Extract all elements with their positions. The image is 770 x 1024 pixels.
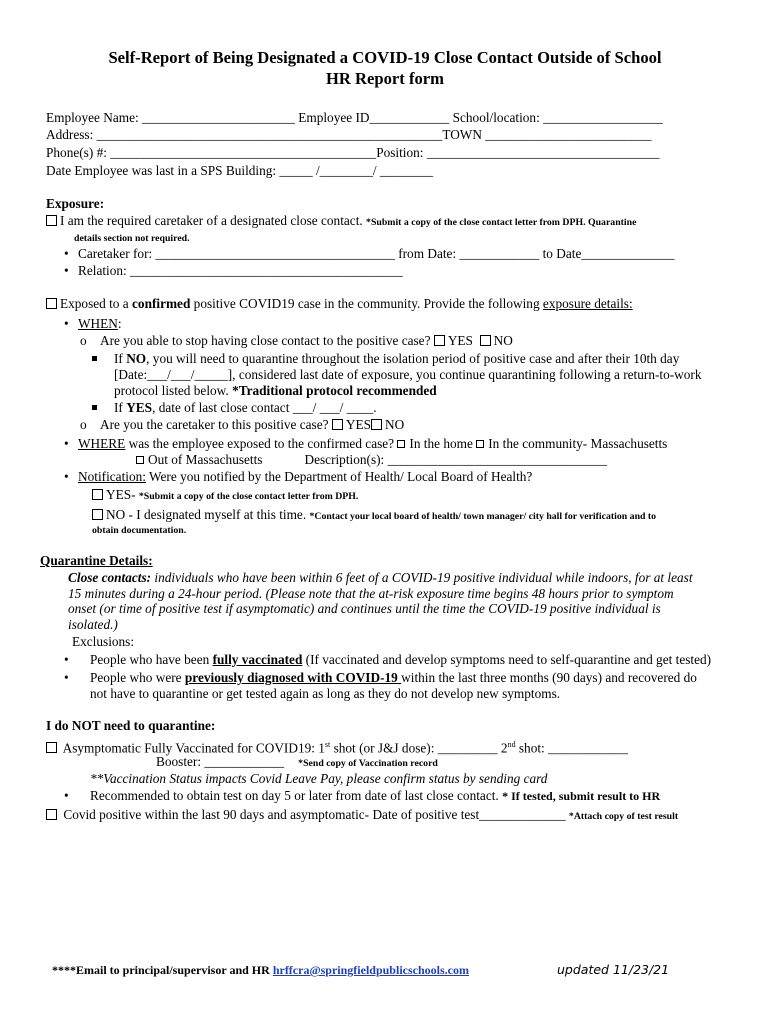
updated-date: updated 11/23/21	[557, 962, 670, 977]
stop-contact-question: o Are you able to stop having close contact to the positive case? YES NO	[80, 333, 513, 348]
last-in-building-line[interactable]: Date Employee was last in a SPS Building: _____ /________/ ________	[46, 163, 434, 178]
circle-bullet-icon: o	[80, 417, 87, 432]
caretaker-option	[46, 213, 636, 231]
booster-line[interactable]: Booster: ____________ *Send copy of Vaccination record	[156, 754, 438, 769]
phone-position-line[interactable]: Phone(s) #: ________________________________________Position: ___________________________________	[46, 145, 660, 160]
caretaker-for-line[interactable]	[64, 246, 674, 262]
caretaker-question: o Are you the caretaker to this positive case? YES NO	[80, 417, 405, 432]
vaccinated-checkbox[interactable]	[46, 742, 57, 753]
vaccination-status-note: **Vaccination Status impacts Covid Leave Pay, please confirm status by sending card	[90, 771, 548, 786]
covid-positive-checkbox[interactable]	[46, 809, 57, 820]
confirmed-exposure-option: Exposed to a confirmed positive COVID19 case in the community. Provide the following exposure details:	[46, 296, 633, 312]
bullet-icon: •	[64, 436, 69, 451]
if-yes-line[interactable]: If YES, date of last close contact ___/ ___/ ____.	[92, 400, 377, 416]
if-no-line3: protocol listed below. *Traditional protocol recommended	[114, 383, 437, 398]
caretaker-for-text: Caretaker for: ____________________________________ from Date: ____________ to Date______________	[78, 246, 675, 261]
close-contacts-line3: onset (or time of positive test if asymptomatic) and continues until the time the COVID-19 positive individual is	[68, 601, 661, 616]
notification-no: NO - I designated myself at this time. *Contact your local board of health/ town manager/ city hall for verification and to	[92, 507, 656, 525]
bullet-icon: •	[64, 469, 69, 484]
caretaker-option-text: I am the required caretaker of a designated close contact.	[60, 213, 367, 228]
exposure-details-label: exposure details:	[542, 296, 633, 311]
bullet-icon: •	[64, 652, 69, 667]
close-contacts-line2: 15 minutes during a 24-hour period. (Please note that the at-risk exposure time begins 48 hours prior to symptom	[68, 586, 674, 601]
form-title-line2: HR Report form	[326, 69, 444, 88]
exclusion-fully-vaccinated: • People who have been fully vaccinated (If vaccinated and develop symptoms need to self-quarantine and get tested)	[64, 652, 712, 667]
notification-yes-checkbox[interactable]	[92, 489, 103, 500]
vaccinated-line[interactable]: Asymptomatic Fully Vaccinated for COVID19: 1st shot (or J&J dose): _________ 2nd shot: ____________	[46, 737, 628, 756]
exclusion-previously-diagnosed-line2: not have to quarantine or get tested again as long as they do not develop new symptoms.	[90, 686, 561, 701]
out-of-ma-line: Out of Massachusetts Description(s): _________________________________	[136, 452, 607, 468]
caretaker-note-line2: details section not required.	[74, 233, 190, 244]
bullet-icon: •	[64, 788, 69, 803]
bullet-icon: •	[64, 670, 69, 685]
close-contacts-line4: isolated.)	[68, 617, 118, 632]
notification-no-checkbox[interactable]	[92, 509, 103, 520]
confirmed-exposure-checkbox[interactable]	[46, 298, 57, 309]
when-item: • WHEN:	[64, 316, 122, 331]
caretaker-yes-checkbox[interactable]	[332, 419, 343, 430]
exclusions-label: Exclusions:	[72, 634, 135, 649]
notification-item: • Notification: Were you notified by the Department of Health/ Local Board of Health?	[64, 469, 533, 484]
if-no-line2[interactable]: [Date:___/___/_____], considered last date of exposure, you continue quarantining following a return-to-work	[114, 367, 702, 382]
covid-positive-line[interactable]: Covid positive within the last 90 days and asymptomatic- Date of positive test_____________ *Attach copy of test result	[46, 807, 678, 825]
form-title-line1: Self-Report of Being Designated a COVID-19 Close Contact Outside of School	[108, 48, 662, 67]
close-contacts-line1: Close contacts: individuals who have been within 6 feet of a COVID-19 positive individual while indoors, for at least	[68, 570, 693, 585]
out-of-ma-checkbox[interactable]	[136, 456, 144, 464]
caretaker-checkbox[interactable]	[46, 215, 57, 226]
bullet-icon: •	[64, 263, 69, 278]
square-bullet-icon	[92, 400, 114, 416]
relation-line[interactable]	[64, 263, 403, 279]
description-field[interactable]: Description(s): _________________________________	[304, 452, 607, 467]
exclusion-previously-diagnosed: • People who were previously diagnosed with COVID-19 within the last three months (90 days) and recovered do	[64, 670, 697, 685]
in-home-checkbox[interactable]	[397, 440, 405, 448]
address-line[interactable]: Address: ____________________________________________________TOWN _________________________	[46, 127, 652, 142]
bullet-icon: •	[64, 316, 69, 331]
bullet-icon: •	[64, 246, 69, 261]
no-quarantine-heading: I do NOT need to quarantine:	[46, 718, 216, 733]
notification-no-note-line2: obtain documentation.	[92, 525, 187, 536]
where-item: • WHERE was the employee exposed to the confirmed case? In the home In the community- Massachusetts	[64, 436, 668, 451]
if-no-line1: If NO, you will need to quarantine throughout the isolation period of positive case and after their 10th day	[92, 351, 679, 367]
stop-contact-yes-checkbox[interactable]	[434, 335, 445, 346]
circle-bullet-icon: o	[80, 333, 87, 348]
square-bullet-icon	[92, 351, 114, 367]
notification-yes: YES- *Submit a copy of the close contact letter from DPH.	[92, 487, 358, 505]
footer-email-line: ****Email to principal/supervisor and HR hrffcra@springfieldpublicschools.com	[52, 963, 469, 977]
recommend-test-line: • Recommended to obtain test on day 5 or later from date of last close contact. * If tested, submit result to HR	[64, 788, 661, 803]
quarantine-heading: Quarantine Details:	[40, 553, 153, 568]
caretaker-no-checkbox[interactable]	[371, 419, 382, 430]
in-community-checkbox[interactable]	[476, 440, 484, 448]
exposure-heading: Exposure:	[46, 196, 105, 211]
relation-text: Relation: _________________________________________	[78, 263, 403, 278]
stop-contact-no-checkbox[interactable]	[480, 335, 491, 346]
employee-name-line[interactable]: Employee Name: _______________________ Employee ID____________ School/location: __________________	[46, 110, 663, 125]
caretaker-note: *Submit a copy of the close contact letter from DPH. Quarantine	[366, 217, 637, 228]
hr-email-link[interactable]: hrffcra@springfieldpublicschools.com	[272, 963, 469, 977]
